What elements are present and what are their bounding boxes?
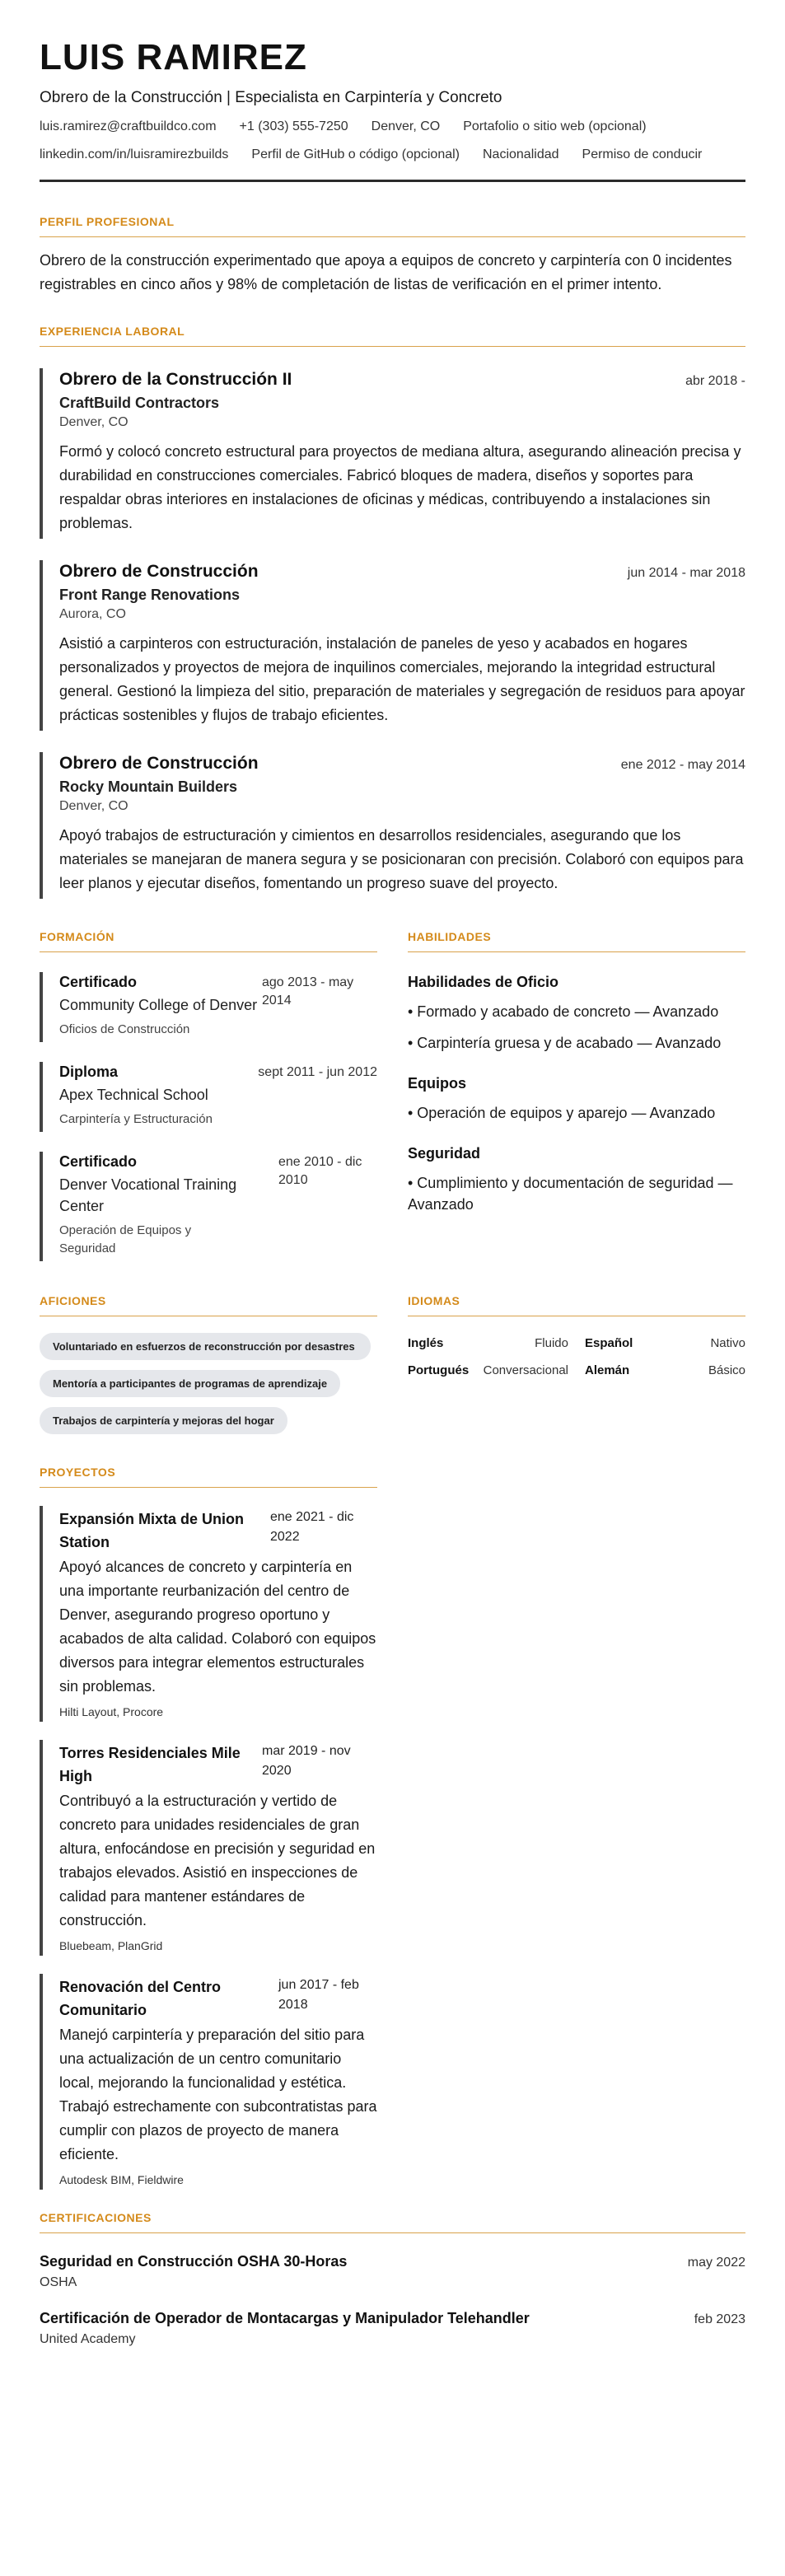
certification-name: Seguridad en Construcción OSHA 30-Horas	[40, 2253, 348, 2270]
skill-item: • Operación de equipos y aparejo — Avanzado	[408, 1105, 716, 1121]
contact-email[interactable]: luis.ramirez@craftbuildco.com	[40, 119, 217, 133]
section-title-certifications: CERTIFICACIONES	[40, 2211, 745, 2233]
candidate-headline: Obrero de la Construcción | Especialista en Carpintería y Concreto	[40, 89, 502, 106]
certification-entry	[40, 2310, 745, 2347]
section-title-skills: HABILIDADES	[408, 930, 745, 952]
skills-section	[408, 930, 745, 1261]
certifications-section	[40, 2211, 745, 2347]
section-title-experience: EXPERIENCIA LABORAL	[40, 325, 745, 347]
job-date: abr 2018 -	[685, 374, 745, 388]
job-entry	[40, 368, 745, 539]
language-name: Español	[585, 1336, 633, 1350]
project-entry	[40, 1506, 377, 1722]
job-date: jun 2014 - mar 2018	[627, 566, 745, 580]
job-description: Asistió a carpinteros con estructuración, instalación de paneles de yeso y acabados en hogares personalizados y proyectos de mejora de inquilinos comerciales, mejorando la integridad estructural general. Gestionó la limpieza del sitio, preparación de materiales y segregación de residuos para apoyar prácticas sostenibles y flujos de trabajo eficientes.	[59, 635, 745, 723]
section-title-projects: PROYECTOS	[40, 1466, 377, 1488]
hobby-list	[40, 1333, 377, 1444]
contact-linkedin[interactable]: linkedin.com/in/luisramirezbuilds	[40, 147, 229, 161]
language-level: Fluido	[535, 1336, 568, 1350]
job-entry	[40, 560, 745, 731]
certification-name: Certificación de Operador de Montacargas y Manipulador Telehandler	[40, 2310, 530, 2326]
skill-category: Habilidades de Oficio	[408, 974, 559, 990]
language-entry	[408, 1336, 568, 1350]
contact-nationality: Nacionalidad	[483, 147, 559, 161]
candidate-name: LUIS RAMIREZ	[40, 37, 307, 77]
certification-date: feb 2023	[694, 2312, 745, 2326]
education-entry	[40, 1152, 377, 1261]
language-entry	[585, 1336, 745, 1350]
project-title: Renovación del Centro Comunitario	[59, 1979, 222, 2018]
project-date: ene 2021 - dic 2022	[270, 1510, 354, 1544]
job-entry	[40, 752, 745, 899]
project-entry	[40, 1740, 377, 1956]
language-entry	[408, 1363, 568, 1377]
experience-section	[40, 325, 745, 899]
certification-date: may 2022	[687, 2256, 745, 2270]
education-field: Carpintería y Estructuración	[59, 1112, 213, 1126]
language-name: Inglés	[408, 1336, 444, 1350]
project-tools: Hilti Layout, Procore	[59, 1705, 164, 1718]
job-title: Obrero de la Construcción II	[59, 370, 292, 389]
languages-section	[408, 1294, 745, 1444]
contact-github[interactable]: Perfil de GitHub o código (opcional)	[251, 147, 460, 161]
job-company: Front Range Renovations	[59, 587, 241, 603]
language-level: Conversacional	[483, 1363, 568, 1377]
education-entry	[40, 972, 377, 1042]
job-date: ene 2012 - may 2014	[620, 758, 745, 772]
job-company: Rocky Mountain Builders	[59, 778, 238, 795]
hobby-tag: Trabajos de carpintería y mejoras del hogar	[40, 1407, 287, 1434]
project-tools: Autodesk BIM, Fieldwire	[59, 2173, 184, 2186]
contact-location: Denver, CO	[371, 119, 441, 133]
education-date: ene 2010 - dic 2010	[278, 1155, 362, 1187]
education-degree: Diploma	[59, 1064, 119, 1080]
language-name: Portugués	[408, 1363, 470, 1377]
hobby-tag: Mentoría a participantes de programas de aprendizaje	[40, 1370, 340, 1397]
section-title-hobbies: AFICIONES	[40, 1294, 377, 1316]
header-divider	[40, 180, 745, 182]
education-field: Oficios de Construcción	[59, 1022, 190, 1036]
skill-category: Seguridad	[408, 1145, 481, 1162]
language-entry	[585, 1363, 745, 1377]
project-description: Contribuyó a la estructuración y vertido de concreto para unidades residenciales de gran altura, enfocándose en precisión y seguridad en trabajos elevados. Asistió en inspecciones de calidad para mantener estándares de construcción.	[59, 1793, 376, 1928]
job-location: Aurora, CO	[59, 607, 126, 621]
job-title: Obrero de Construcción	[59, 754, 259, 773]
project-entry	[40, 1974, 377, 2190]
education-institution: Denver Vocational Training Center	[59, 1176, 237, 1214]
project-date: jun 2017 - feb 2018	[278, 1978, 359, 2012]
contact-portfolio[interactable]: Portafolio o sitio web (opcional)	[463, 119, 647, 133]
language-list	[408, 1336, 745, 1377]
education-field: Operación de Equipos y Seguridad	[59, 1223, 192, 1255]
summary-text: Obrero de la construcción experimentado que apoya a equipos de concreto y carpintería con 0 incidentes registrables en cinco años y 98% de completación de listas de verificación en el primer intento.	[40, 252, 732, 292]
section-title-languages: IDIOMAS	[408, 1294, 745, 1316]
hobbies-section	[40, 1294, 377, 1444]
project-tools: Bluebeam, PlanGrid	[59, 1939, 163, 1952]
project-description: Apoyó alcances de concreto y carpintería en una importante reurbanización del centro de Denver, asegurando progreso oportuno y acabados de alta calidad. Colaboró con equipos diversos para integrar elementos estructurales sin problemas.	[59, 1559, 376, 1695]
education-degree: Certificado	[59, 974, 138, 990]
education-date: sept 2011 - jun 2012	[258, 1065, 377, 1079]
education-date: ago 2013 - may 2014	[262, 975, 354, 1007]
certification-entry	[40, 2253, 745, 2290]
project-title: Expansión Mixta de Union Station	[59, 1511, 245, 1550]
project-description: Manejó carpintería y preparación del sitio para una actualización de un centro comunitario local, mejorando la funcionalidad y estética. Trabajó estrechamente con subcontratistas para cumplir con plazos de proyecto de manera eficiente.	[59, 2027, 377, 2162]
education-degree: Certificado	[59, 1153, 138, 1170]
contact-phone[interactable]: +1 (303) 555-7250	[239, 119, 348, 133]
certification-issuer: United Academy	[40, 2332, 136, 2346]
skill-item: • Formado y acabado de concreto — Avanzado	[408, 1003, 719, 1020]
hobbies-languages-row	[40, 1294, 745, 1444]
job-location: Denver, CO	[59, 415, 128, 429]
job-company: CraftBuild Contractors	[59, 395, 220, 411]
project-title: Torres Residenciales Mile High	[59, 1745, 241, 1784]
skill-item: • Cumplimiento y documentación de seguridad — Avanzado	[408, 1175, 733, 1213]
job-title: Obrero de Construcción	[59, 562, 259, 581]
hobby-tag: Voluntariado en esfuerzos de reconstrucción por desastres	[40, 1333, 371, 1360]
section-title-summary: PERFIL PROFESIONAL	[40, 215, 745, 237]
job-description: Apoyó trabajos de estructuración y cimientos en desarrollos residenciales, asegurando que los materiales se manejaran de manera segura y se posicionaran con precisión. Colaboró con equipos para leer planos y ejecutar diseños, fomentando un progreso suave del proyecto.	[59, 827, 744, 891]
skill-category: Equipos	[408, 1075, 466, 1092]
section-title-education: FORMACIÓN	[40, 930, 377, 952]
education-section	[40, 930, 377, 1261]
resume-header	[40, 36, 745, 182]
contact-info	[40, 119, 745, 163]
certification-issuer: OSHA	[40, 2275, 77, 2289]
language-level: Básico	[708, 1363, 745, 1377]
education-institution: Community College of Denver	[59, 997, 258, 1013]
job-location: Denver, CO	[59, 799, 128, 813]
language-level: Nativo	[710, 1336, 745, 1350]
job-description: Formó y colocó concreto estructural para proyectos de mediana altura, asegurando alineación precisa y durabilidad en construcciones comerciales. Fabricó bloques de madera, diseños y soportes para respaldar obras interiores en instalaciones de oficinas y médicas, contribuyendo a instalaciones sin problemas.	[59, 443, 741, 531]
project-date: mar 2019 - nov 2020	[262, 1744, 351, 1778]
language-name: Alemán	[585, 1363, 630, 1377]
contact-driving-license: Permiso de conducir	[582, 147, 703, 161]
summary-section	[40, 215, 745, 297]
education-institution: Apex Technical School	[59, 1087, 208, 1103]
education-entry	[40, 1062, 377, 1132]
education-skills-row	[40, 930, 745, 1261]
projects-section	[40, 1466, 377, 2190]
skill-item: • Carpintería gruesa y de acabado — Avanzado	[408, 1035, 722, 1051]
